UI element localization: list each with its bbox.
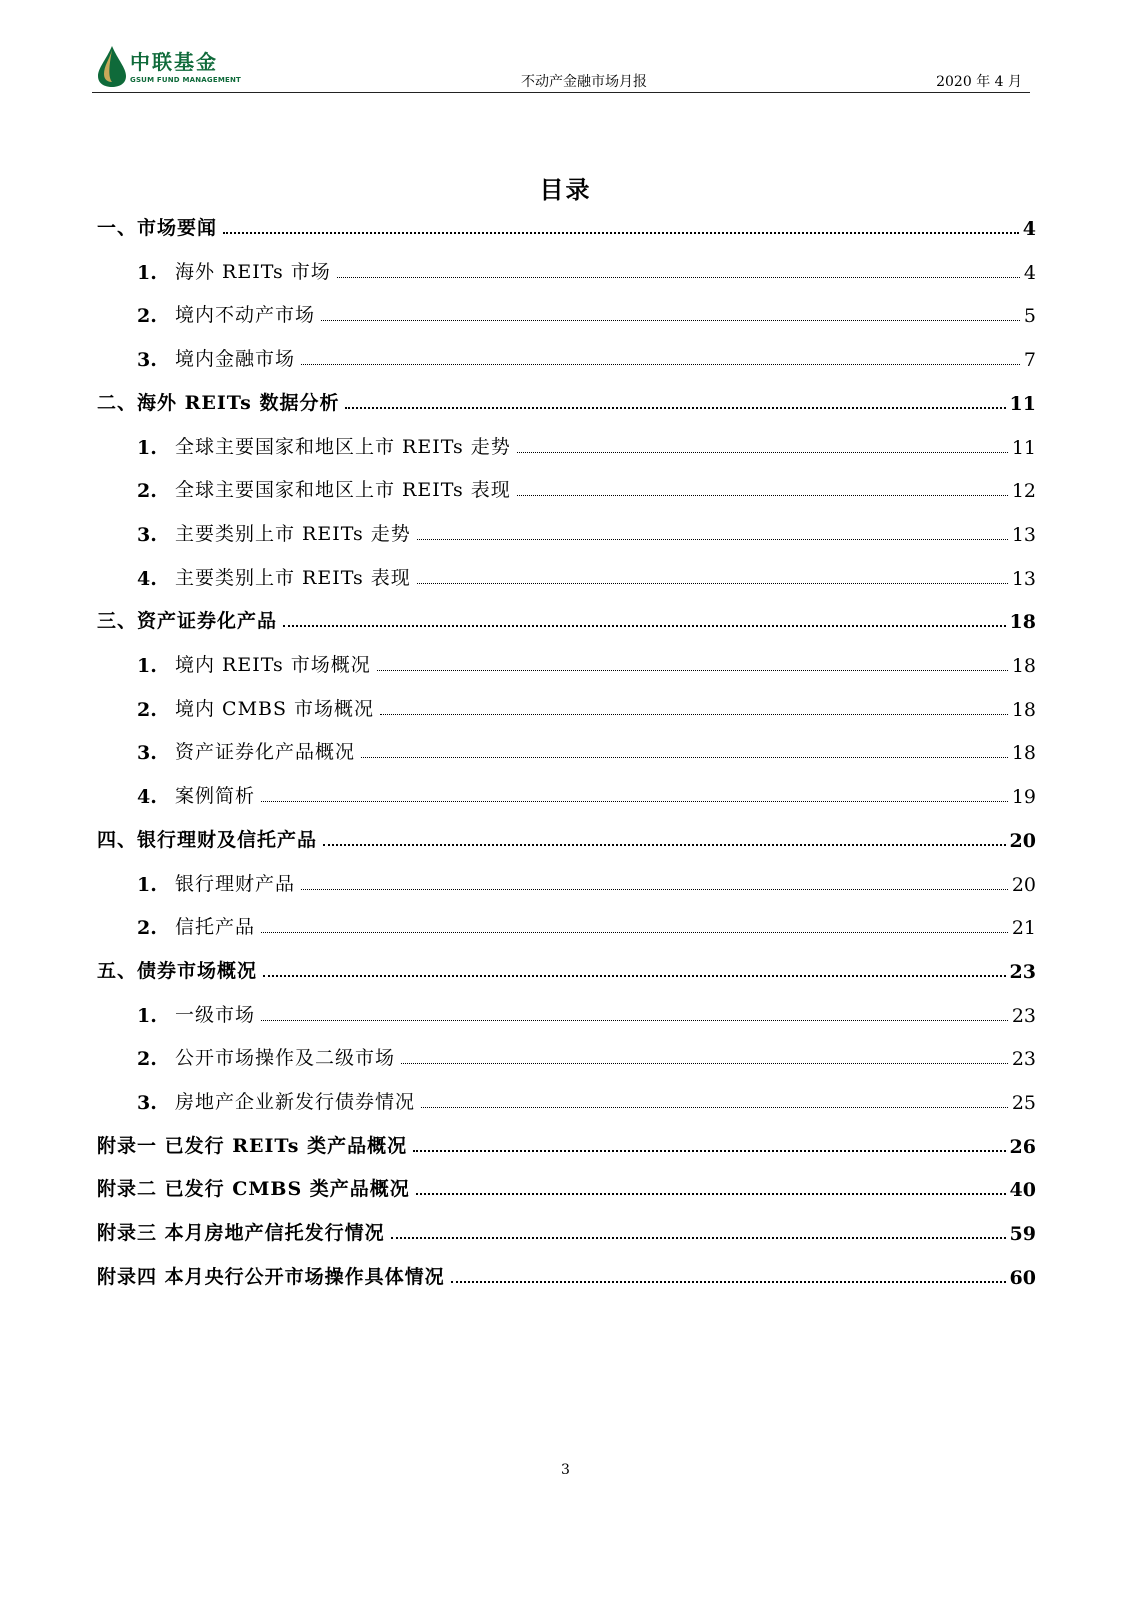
toc-section-entry[interactable]	[97, 603, 1036, 633]
toc-entry-title: 境内 REITs 市场概况	[175, 654, 371, 676]
toc-dot-leader	[517, 452, 1008, 453]
toc-entry-title: 资产证券化产品概况	[175, 741, 356, 764]
toc-section-entry[interactable]	[97, 822, 1036, 852]
toc-entry-title: 主要类别上市 REITs 走势	[175, 522, 411, 545]
toc-entry-title: 附录一 已发行 REITs 类产品概况	[97, 1134, 408, 1157]
toc-entry-title: 五、债券市场概况	[97, 959, 258, 982]
toc-dot-leader	[416, 1193, 1006, 1195]
toc-subsection-entry[interactable]	[137, 560, 1036, 590]
toc-entry-title: 附录三 本月房地产信托发行情况	[97, 1222, 385, 1245]
toc-entry-title: 银行理财产品	[175, 872, 296, 895]
logo-text-en: GSUM FUND MANAGEMENT	[130, 76, 242, 84]
toc-entry-page: 18	[1011, 742, 1036, 765]
toc-entry-page: 60	[1009, 1266, 1036, 1289]
toc-entry-title: 境内金融市场	[175, 348, 296, 371]
toc-entry-number: 3.	[137, 349, 157, 372]
toc-entry-title: 附录二 已发行 CMBS 类产品概况	[97, 1178, 410, 1201]
toc-dot-leader	[377, 670, 1008, 671]
toc-entry-title: 境内 CMBS 市场概况	[175, 697, 375, 720]
toc-entry-page: 18	[1009, 611, 1036, 634]
toc-dot-leader	[391, 1237, 1006, 1239]
toc-entry-page: 7	[1023, 349, 1036, 372]
toc-entry-number: 1.	[137, 261, 157, 284]
toc-entry-title: 四、银行理财及信托产品	[97, 828, 318, 851]
toc-entry-page: 5	[1023, 305, 1036, 328]
toc-subsection-entry[interactable]	[137, 341, 1036, 371]
logo-text-cn: 中联基金	[130, 50, 218, 74]
toc-heading: 目录	[539, 175, 592, 204]
page-number: 3	[561, 1462, 570, 1478]
toc-dot-leader	[451, 1281, 1006, 1283]
toc-subsection-entry[interactable]	[137, 866, 1036, 896]
toc-entry-title: 房地产企业新发行债券情况	[175, 1091, 416, 1113]
toc-entry-page: 18	[1011, 655, 1036, 677]
toc-subsection-entry[interactable]	[137, 254, 1036, 284]
toc-entry-title: 附录四 本月央行公开市场操作具体情况	[97, 1265, 445, 1288]
toc-dot-leader	[417, 583, 1008, 584]
toc-subsection-entry[interactable]	[137, 297, 1036, 327]
toc-entry-number: 1.	[137, 873, 157, 896]
toc-entry-page: 13	[1011, 523, 1036, 546]
toc-entry-title: 境内不动产市场	[175, 304, 316, 327]
toc-entry-title: 全球主要国家和地区上市 REITs 走势	[175, 435, 511, 458]
toc-dot-leader	[413, 1150, 1005, 1152]
toc-entry-page: 11	[1011, 436, 1036, 459]
toc-dot-leader	[361, 757, 1008, 758]
toc-entry-page: 4	[1022, 218, 1036, 240]
toc-entry-title: 信托产品	[175, 916, 256, 939]
toc-entry-number: 2.	[137, 698, 157, 721]
toc-entry-number: 2.	[137, 305, 157, 328]
toc-entry-title: 案例简析	[175, 785, 256, 808]
toc-entry-page: 11	[1009, 392, 1036, 415]
toc-subsection-entry[interactable]	[137, 734, 1036, 764]
toc-subsection-entry[interactable]	[137, 691, 1036, 721]
toc-section-entry[interactable]	[97, 385, 1036, 415]
toc-entry-number: 1.	[137, 436, 157, 459]
toc-entry-number: 1.	[137, 655, 157, 677]
toc-entry-title: 二、海外 REITs 数据分析	[97, 391, 340, 414]
toc-dot-leader	[337, 277, 1020, 278]
toc-dot-leader	[380, 714, 1008, 715]
toc-dot-leader	[517, 495, 1008, 496]
toc-dot-leader	[263, 975, 1006, 977]
report-title: 不动产金融市场月报	[521, 74, 647, 90]
toc-entry-page: 23	[1009, 960, 1036, 983]
toc-dot-leader	[261, 1020, 1008, 1021]
toc-dot-leader	[261, 801, 1008, 802]
toc-entry-page: 20	[1009, 829, 1036, 852]
toc-subsection-entry[interactable]	[137, 997, 1036, 1027]
toc-entry-title: 公开市场操作及二级市场	[175, 1047, 396, 1070]
toc-subsection-entry[interactable]	[137, 472, 1036, 502]
toc-subsection-entry[interactable]	[137, 516, 1036, 546]
toc-section-entry[interactable]	[97, 1171, 1036, 1201]
toc-entry-number: 4.	[137, 786, 157, 809]
toc-subsection-entry[interactable]	[137, 778, 1036, 808]
toc-entry-page: 59	[1009, 1223, 1036, 1246]
toc-entry-page: 13	[1011, 567, 1036, 590]
toc-entry-page: 20	[1011, 873, 1036, 896]
toc-dot-leader	[261, 932, 1008, 933]
toc-entry-page: 23	[1011, 1048, 1036, 1071]
toc-entry-page: 12	[1011, 480, 1036, 503]
toc-dot-leader	[283, 625, 1006, 627]
toc-entry-page: 18	[1011, 698, 1036, 721]
toc-dot-leader	[417, 539, 1008, 540]
toc-subsection-entry[interactable]	[137, 647, 1036, 677]
toc-entry-number: 1.	[137, 1004, 157, 1027]
toc-dot-leader	[401, 1063, 1008, 1064]
toc-entry-number: 2.	[137, 1048, 157, 1071]
page-header	[92, 40, 1030, 93]
toc-section-entry[interactable]	[97, 210, 1036, 240]
toc-dot-leader	[301, 364, 1020, 365]
toc-subsection-entry[interactable]	[137, 429, 1036, 459]
toc-dot-leader	[323, 844, 1006, 846]
toc-entry-title: 全球主要国家和地区上市 REITs 表现	[175, 479, 511, 502]
toc-entry-title: 海外 REITs 市场	[175, 260, 331, 283]
toc-section-entry[interactable]	[97, 1215, 1036, 1245]
toc-entry-title: 主要类别上市 REITs 表现	[175, 566, 411, 589]
toc-dot-leader	[345, 407, 1005, 409]
toc-subsection-entry[interactable]	[137, 1084, 1036, 1114]
toc-subsection-entry[interactable]	[137, 1040, 1036, 1070]
toc-dot-leader	[321, 320, 1020, 321]
toc-entry-page: 25	[1011, 1092, 1036, 1114]
toc-section-entry[interactable]	[97, 1259, 1036, 1289]
toc-entry-number: 4.	[137, 567, 157, 590]
toc-dot-leader	[421, 1107, 1008, 1108]
toc-section-entry[interactable]	[97, 1128, 1036, 1158]
toc-entry-page: 4	[1023, 261, 1036, 284]
toc-entry-title: 三、资产证券化产品	[97, 610, 278, 633]
toc-entry-page: 21	[1011, 917, 1036, 940]
toc-entry-number: 3.	[137, 742, 157, 765]
logo-drop-icon	[96, 44, 128, 88]
toc-entry-page: 23	[1011, 1004, 1036, 1027]
toc-entry-number: 3.	[137, 523, 157, 546]
toc-entry-number: 2.	[137, 480, 157, 503]
report-date: 2020 年 4 月	[936, 74, 1022, 90]
toc-entry-page: 40	[1009, 1179, 1036, 1202]
toc-entry-number: 2.	[137, 917, 157, 940]
toc-entry-title: 一级市场	[175, 1003, 256, 1026]
toc-entry-page: 19	[1011, 786, 1036, 809]
toc-dot-leader	[301, 889, 1008, 890]
toc-entry-number: 3.	[137, 1092, 157, 1114]
toc-dot-leader	[223, 232, 1019, 234]
company-logo	[96, 44, 256, 88]
toc-entry-page: 26	[1009, 1135, 1036, 1158]
toc-section-entry[interactable]	[97, 953, 1036, 983]
toc-entry-title: 一、市场要闻	[97, 217, 218, 239]
toc-subsection-entry[interactable]	[137, 909, 1036, 939]
